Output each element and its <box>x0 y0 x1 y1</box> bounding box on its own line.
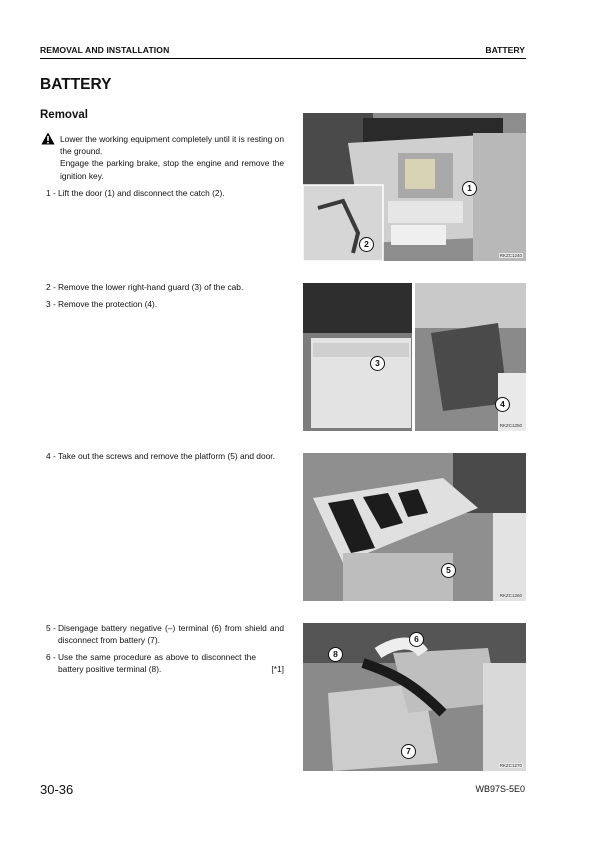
callout-4: 4 <box>495 397 510 412</box>
step-text: Use the same procedure as above to disconnect the battery positive terminal (8). <box>58 652 256 675</box>
header-topic: BATTERY <box>485 45 525 55</box>
step-5 <box>46 622 284 646</box>
step-text: Remove the protection (4). <box>58 299 158 309</box>
warning-triangle-icon <box>41 132 55 145</box>
callout-7: 7 <box>401 744 416 759</box>
step-text: Take out the screws and remove the platform (5) and door. <box>58 451 275 461</box>
step-number: 6 - <box>46 652 56 662</box>
callout-1: 1 <box>462 181 477 196</box>
warning-line-2: Engage the parking brake, stop the engine and remove the ignition key. <box>60 158 284 181</box>
photo-guard-protection-image <box>303 283 526 431</box>
callout-6: 6 <box>409 632 424 647</box>
header-rule <box>40 58 526 59</box>
photo-battery <box>303 623 526 771</box>
section-subtitle: Removal <box>40 109 88 121</box>
page-number: 30-36 <box>40 782 74 797</box>
step-number: 5 - <box>46 623 56 633</box>
photo-code: RKZC1260 <box>499 593 522 598</box>
warning-line-1: Lower the working equipment completely until it is resting on the ground. <box>60 134 284 157</box>
photo-code: RKZC1270 <box>499 763 522 768</box>
photo-door-catch-image <box>303 113 526 261</box>
photo-door-catch <box>303 113 526 261</box>
callout-5: 5 <box>441 563 456 578</box>
photo-code: RKZC1250 <box>499 423 522 428</box>
step-reference: [*1] <box>271 664 284 675</box>
step-text: Lift the door (1) and disconnect the catch (2). <box>58 188 225 198</box>
callout-2: 2 <box>359 237 374 252</box>
photo-guard-protection <box>303 283 526 431</box>
photo-platform-image <box>303 453 526 601</box>
step-4 <box>46 450 284 462</box>
step-1 <box>46 187 284 199</box>
step-number: 4 - <box>46 451 56 461</box>
warning-text <box>60 133 284 182</box>
step-6 <box>46 651 284 675</box>
step-text: Remove the lower right-hand guard (3) of the cab. <box>58 282 244 292</box>
model-code: WB97S-5E0 <box>475 784 525 794</box>
callout-8: 8 <box>328 647 343 662</box>
step-number: 1 - <box>46 188 56 198</box>
page-title: BATTERY <box>40 76 112 93</box>
step-text: Disengage battery negative (–) terminal (6) from shield and disconnect from battery (7). <box>58 623 284 646</box>
photo-platform <box>303 453 526 601</box>
callout-3: 3 <box>370 356 385 371</box>
header-section: REMOVAL AND INSTALLATION <box>40 45 170 55</box>
step-number: 3 - <box>46 299 56 309</box>
photo-code: RKZC1240 <box>499 253 522 258</box>
step-2 <box>46 281 284 293</box>
step-3 <box>46 298 284 310</box>
step-number: 2 - <box>46 282 56 292</box>
